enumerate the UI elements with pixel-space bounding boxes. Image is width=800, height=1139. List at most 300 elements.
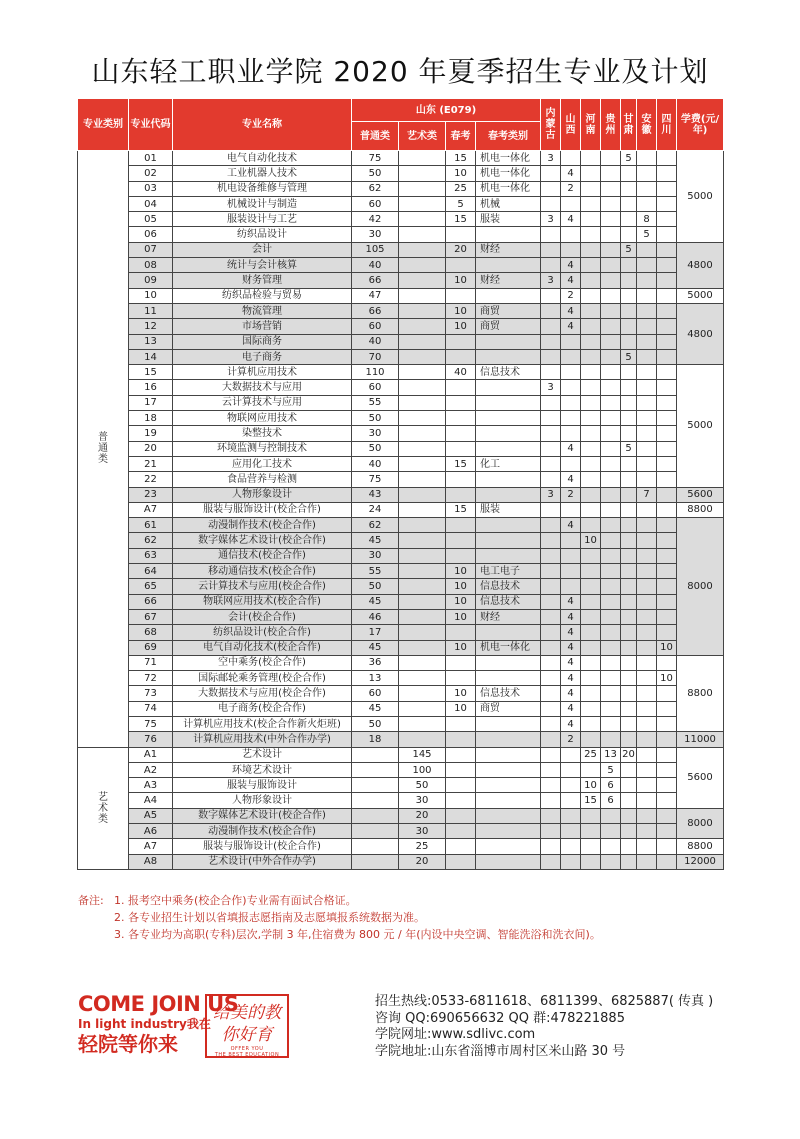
- cell-putong: 75: [352, 151, 399, 166]
- cell-sichuan: [657, 533, 677, 548]
- cell-anhui: 8: [637, 212, 657, 227]
- cell-fee: 5000: [677, 288, 724, 303]
- category-cell: 艺术类: [78, 747, 129, 869]
- cell-putong: 17: [352, 625, 399, 640]
- cell-chunkao-category: [476, 441, 541, 456]
- cell-code: 73: [129, 686, 173, 701]
- table-row: [78, 518, 724, 533]
- cell-yishu: 25: [399, 839, 446, 854]
- cell-gansu: [621, 762, 637, 777]
- cell-major-name: 工业机器人技术: [173, 166, 352, 181]
- col-name: 专业名称: [173, 99, 352, 151]
- cell-neimenggu: [541, 747, 561, 762]
- cell-guizhou: [601, 411, 621, 426]
- cell-neimenggu: [541, 365, 561, 380]
- cell-gansu: [621, 365, 637, 380]
- cell-sichuan: [657, 303, 677, 318]
- cell-shanxi: [561, 502, 581, 517]
- cell-shanxi: 4: [561, 258, 581, 273]
- cell-putong: 30: [352, 548, 399, 563]
- table-row: [78, 808, 724, 823]
- cell-fee: 5000: [677, 151, 724, 243]
- cell-anhui: [637, 533, 657, 548]
- cell-chunkao-category: [476, 732, 541, 747]
- cell-anhui: [637, 594, 657, 609]
- cell-henan: [581, 854, 601, 869]
- cell-chunkao: [446, 380, 476, 395]
- cell-chunkao-category: [476, 334, 541, 349]
- cell-yishu: [399, 579, 446, 594]
- cell-putong: 55: [352, 564, 399, 579]
- table-row: [78, 365, 724, 380]
- cell-henan: [581, 319, 601, 334]
- col-province: 山西: [561, 99, 581, 151]
- cell-henan: [581, 411, 601, 426]
- cell-code: 63: [129, 548, 173, 563]
- cell-putong: [352, 854, 399, 869]
- cell-sichuan: [657, 778, 677, 793]
- cell-code: 09: [129, 273, 173, 288]
- cell-anhui: [637, 288, 657, 303]
- cell-chunkao-category: [476, 548, 541, 563]
- cell-putong: 60: [352, 380, 399, 395]
- cell-shanxi: [561, 395, 581, 410]
- cell-gansu: [621, 548, 637, 563]
- table-row: [78, 196, 724, 211]
- cell-yishu: [399, 334, 446, 349]
- cell-neimenggu: [541, 303, 561, 318]
- cell-neimenggu: [541, 196, 561, 211]
- cell-gansu: [621, 487, 637, 502]
- cell-yishu: [399, 303, 446, 318]
- cell-yishu: [399, 548, 446, 563]
- cell-sichuan: [657, 411, 677, 426]
- cell-major-name: 数字媒体艺术设计(校企合作): [173, 533, 352, 548]
- cell-anhui: [637, 411, 657, 426]
- cell-chunkao-category: 商贸: [476, 701, 541, 716]
- cell-code: 69: [129, 640, 173, 655]
- cell-major-name: 财务管理: [173, 273, 352, 288]
- cell-sichuan: [657, 365, 677, 380]
- cell-shanxi: [561, 839, 581, 854]
- table-row: [78, 242, 724, 257]
- contact-website[interactable]: 学院网址:www.sdlivc.com: [375, 1027, 536, 1043]
- table-row: [78, 151, 724, 166]
- cell-yishu: 30: [399, 824, 446, 839]
- cell-gansu: [621, 671, 637, 686]
- cell-chunkao: [446, 487, 476, 502]
- cell-chunkao: 15: [446, 212, 476, 227]
- cell-yishu: [399, 609, 446, 624]
- table-row: [78, 579, 724, 594]
- cell-anhui: [637, 793, 657, 808]
- cell-neimenggu: [541, 808, 561, 823]
- cell-sichuan: [657, 518, 677, 533]
- cell-neimenggu: [541, 640, 561, 655]
- cell-code: 19: [129, 426, 173, 441]
- cell-sichuan: [657, 334, 677, 349]
- cell-chunkao: 10: [446, 609, 476, 624]
- cell-anhui: [637, 579, 657, 594]
- cell-major-name: 环境艺术设计: [173, 762, 352, 777]
- cell-putong: 45: [352, 533, 399, 548]
- table-row: [78, 472, 724, 487]
- cell-shanxi: 2: [561, 181, 581, 196]
- col-province: 安徽: [637, 99, 657, 151]
- cell-putong: 43: [352, 487, 399, 502]
- cell-guizhou: [601, 166, 621, 181]
- cell-anhui: [637, 151, 657, 166]
- cell-putong: 30: [352, 426, 399, 441]
- table-row: [78, 395, 724, 410]
- cell-chunkao-category: 化工: [476, 456, 541, 471]
- cell-guizhou: [601, 564, 621, 579]
- cell-shanxi: 4: [561, 640, 581, 655]
- cell-major-name: 动漫制作技术(校企合作): [173, 824, 352, 839]
- cell-gansu: [621, 778, 637, 793]
- cell-neimenggu: [541, 701, 561, 716]
- cell-anhui: [637, 502, 657, 517]
- col-chunkao: 春考: [446, 122, 476, 151]
- cell-chunkao-category: [476, 487, 541, 502]
- cell-neimenggu: [541, 716, 561, 731]
- table-row: [78, 288, 724, 303]
- cell-fee: 4800: [677, 242, 724, 288]
- cell-major-name: 染整技术: [173, 426, 352, 441]
- cell-shanxi: 4: [561, 609, 581, 624]
- cell-chunkao: [446, 824, 476, 839]
- cell-putong: 60: [352, 319, 399, 334]
- cell-shanxi: [561, 151, 581, 166]
- cell-putong: 45: [352, 640, 399, 655]
- cell-putong: [352, 762, 399, 777]
- cell-shanxi: 4: [561, 166, 581, 181]
- cell-code: 20: [129, 441, 173, 456]
- cell-guizhou: [601, 854, 621, 869]
- cell-putong: 40: [352, 334, 399, 349]
- cell-neimenggu: [541, 288, 561, 303]
- cell-shanxi: [561, 456, 581, 471]
- cell-yishu: [399, 625, 446, 640]
- cell-sichuan: [657, 472, 677, 487]
- cell-anhui: [637, 303, 657, 318]
- cell-yishu: [399, 533, 446, 548]
- table-row: [78, 747, 724, 762]
- cell-anhui: [637, 258, 657, 273]
- cell-yishu: [399, 258, 446, 273]
- cell-henan: 15: [581, 793, 601, 808]
- cell-chunkao: 20: [446, 242, 476, 257]
- cell-fee: 8800: [677, 502, 724, 517]
- cell-shanxi: [561, 854, 581, 869]
- cell-henan: [581, 518, 601, 533]
- cell-sichuan: [657, 258, 677, 273]
- cell-yishu: [399, 701, 446, 716]
- cell-fee: 8000: [677, 518, 724, 656]
- cell-chunkao: [446, 548, 476, 563]
- cell-yishu: 30: [399, 793, 446, 808]
- cell-gansu: 20: [621, 747, 637, 762]
- cell-sichuan: [657, 548, 677, 563]
- cell-chunkao: 15: [446, 502, 476, 517]
- col-code: 专业代码: [129, 99, 173, 151]
- cell-henan: [581, 502, 601, 517]
- cell-major-name: 人物形象设计: [173, 793, 352, 808]
- cell-chunkao-category: [476, 426, 541, 441]
- cell-guizhou: [601, 824, 621, 839]
- cell-gansu: [621, 288, 637, 303]
- cell-shanxi: [561, 411, 581, 426]
- cell-putong: 47: [352, 288, 399, 303]
- cell-chunkao: 15: [446, 151, 476, 166]
- cell-yishu: [399, 365, 446, 380]
- table-row: [78, 319, 724, 334]
- cell-chunkao-category: [476, 227, 541, 242]
- cell-major-name: 纺织品设计: [173, 227, 352, 242]
- table-row: [78, 533, 724, 548]
- cell-chunkao-category: [476, 395, 541, 410]
- cell-code: 02: [129, 166, 173, 181]
- cell-putong: [352, 808, 399, 823]
- seal-sub2: THE BEST EDUCATION: [214, 1052, 280, 1058]
- cell-anhui: [637, 456, 657, 471]
- cell-guizhou: [601, 671, 621, 686]
- seal-text: 给美的教 你好育: [213, 1003, 281, 1045]
- cell-chunkao: 10: [446, 640, 476, 655]
- cell-anhui: [637, 732, 657, 747]
- cell-code: 07: [129, 242, 173, 257]
- cell-gansu: [621, 686, 637, 701]
- table-row: [78, 564, 724, 579]
- cell-major-name: 环境监测与控制技术: [173, 441, 352, 456]
- cell-yishu: [399, 166, 446, 181]
- cell-sichuan: [657, 273, 677, 288]
- col-province: 河南: [581, 99, 601, 151]
- cell-anhui: [637, 166, 657, 181]
- table-row: [78, 701, 724, 716]
- cell-gansu: [621, 732, 637, 747]
- cell-sichuan: [657, 196, 677, 211]
- cell-chunkao: [446, 411, 476, 426]
- cell-yishu: [399, 640, 446, 655]
- table-row: [78, 548, 724, 563]
- cell-neimenggu: [541, 242, 561, 257]
- cell-neimenggu: [541, 609, 561, 624]
- cell-sichuan: [657, 349, 677, 364]
- cell-yishu: 100: [399, 762, 446, 777]
- cell-sichuan: [657, 151, 677, 166]
- cell-henan: [581, 548, 601, 563]
- cell-guizhou: [601, 701, 621, 716]
- cell-code: 05: [129, 212, 173, 227]
- cell-putong: 40: [352, 258, 399, 273]
- note-item: 1. 报考空中乘务(校企合作)专业需有面试合格证。: [114, 894, 357, 907]
- cell-shanxi: 4: [561, 518, 581, 533]
- cell-code: 61: [129, 518, 173, 533]
- cell-gansu: [621, 319, 637, 334]
- cell-gansu: [621, 640, 637, 655]
- cell-gansu: [621, 808, 637, 823]
- cell-gansu: [621, 609, 637, 624]
- table-row: [78, 411, 724, 426]
- cell-neimenggu: [541, 854, 561, 869]
- cell-major-name: 大数据技术与应用: [173, 380, 352, 395]
- cell-gansu: [621, 395, 637, 410]
- cell-gansu: [621, 533, 637, 548]
- cell-chunkao-category: 信息技术: [476, 594, 541, 609]
- cell-guizhou: [601, 655, 621, 670]
- cell-henan: [581, 808, 601, 823]
- cell-major-name: 云计算技术与应用: [173, 395, 352, 410]
- cell-guizhou: [601, 625, 621, 640]
- cell-neimenggu: [541, 655, 561, 670]
- cell-chunkao: 10: [446, 594, 476, 609]
- cell-putong: [352, 839, 399, 854]
- cell-code: 18: [129, 411, 173, 426]
- cell-henan: [581, 671, 601, 686]
- notes-label: 备注:: [78, 894, 104, 907]
- cell-yishu: 20: [399, 854, 446, 869]
- cell-yishu: 145: [399, 747, 446, 762]
- cell-guizhou: [601, 808, 621, 823]
- table-row: [78, 655, 724, 670]
- cell-major-name: 会计: [173, 242, 352, 257]
- cell-shanxi: [561, 227, 581, 242]
- cell-neimenggu: [541, 411, 561, 426]
- cell-putong: 50: [352, 441, 399, 456]
- cell-henan: [581, 579, 601, 594]
- cell-shanxi: [561, 747, 581, 762]
- cell-yishu: [399, 212, 446, 227]
- cell-gansu: [621, 227, 637, 242]
- cell-chunkao: [446, 349, 476, 364]
- cell-anhui: [637, 640, 657, 655]
- cell-major-name: 移动通信技术(校企合作): [173, 564, 352, 579]
- cell-anhui: [637, 380, 657, 395]
- cell-fee: 12000: [677, 854, 724, 869]
- cell-gansu: [621, 411, 637, 426]
- cell-chunkao: 15: [446, 456, 476, 471]
- cell-henan: [581, 395, 601, 410]
- cell-henan: [581, 426, 601, 441]
- col-province: 贵州: [601, 99, 621, 151]
- cell-anhui: [637, 426, 657, 441]
- cell-code: 74: [129, 701, 173, 716]
- cell-yishu: [399, 441, 446, 456]
- cell-sichuan: [657, 456, 677, 471]
- cell-guizhou: [601, 426, 621, 441]
- cell-code: 62: [129, 533, 173, 548]
- cell-gansu: [621, 854, 637, 869]
- table-row: [78, 793, 724, 808]
- cell-chunkao: [446, 288, 476, 303]
- col-category: 专业类别: [78, 99, 129, 151]
- cell-sichuan: 10: [657, 640, 677, 655]
- cell-chunkao-category: 商贸: [476, 319, 541, 334]
- cell-shanxi: 2: [561, 288, 581, 303]
- cell-code: A7: [129, 502, 173, 517]
- cell-code: 66: [129, 594, 173, 609]
- cell-major-name: 电子商务(校企合作): [173, 701, 352, 716]
- cell-gansu: [621, 579, 637, 594]
- cell-code: 22: [129, 472, 173, 487]
- cell-sichuan: [657, 212, 677, 227]
- table-row: [78, 732, 724, 747]
- cell-anhui: [637, 548, 657, 563]
- cell-gansu: [621, 212, 637, 227]
- cell-yishu: [399, 594, 446, 609]
- cell-putong: [352, 824, 399, 839]
- cell-guizhou: [601, 609, 621, 624]
- cell-putong: 50: [352, 411, 399, 426]
- cell-sichuan: [657, 655, 677, 670]
- cell-chunkao: [446, 533, 476, 548]
- cell-major-name: 市场营销: [173, 319, 352, 334]
- table-row: [78, 441, 724, 456]
- cell-putong: 60: [352, 686, 399, 701]
- cell-neimenggu: [541, 441, 561, 456]
- cell-henan: [581, 303, 601, 318]
- slogan-line2: In light industry我在: [78, 1017, 211, 1031]
- cell-major-name: 物联网应用技术: [173, 411, 352, 426]
- cell-anhui: [637, 701, 657, 716]
- cell-gansu: [621, 502, 637, 517]
- cell-gansu: [621, 793, 637, 808]
- cell-henan: [581, 380, 601, 395]
- cell-sichuan: [657, 426, 677, 441]
- cell-fee: 8000: [677, 808, 724, 839]
- cell-guizhou: [601, 227, 621, 242]
- cell-anhui: [637, 564, 657, 579]
- contact-hotline: 招生热线:0533-6811618、6811399、6825887( 传真 ): [375, 994, 714, 1009]
- cell-sichuan: [657, 732, 677, 747]
- cell-guizhou: [601, 365, 621, 380]
- cell-anhui: [637, 808, 657, 823]
- cell-chunkao: [446, 258, 476, 273]
- cell-guizhou: [601, 242, 621, 257]
- cell-chunkao: [446, 625, 476, 640]
- cell-chunkao-category: [476, 778, 541, 793]
- cell-major-name: 会计(校企合作): [173, 609, 352, 624]
- cell-henan: [581, 732, 601, 747]
- cell-code: A3: [129, 778, 173, 793]
- cell-gansu: [621, 303, 637, 318]
- cell-yishu: [399, 181, 446, 196]
- table-row: [78, 824, 724, 839]
- cell-code: 76: [129, 732, 173, 747]
- cell-guizhou: [601, 380, 621, 395]
- cell-code: 71: [129, 655, 173, 670]
- cell-anhui: [637, 334, 657, 349]
- cell-anhui: [637, 441, 657, 456]
- cell-chunkao: [446, 854, 476, 869]
- cell-yishu: 50: [399, 778, 446, 793]
- cell-code: A1: [129, 747, 173, 762]
- cell-chunkao-category: 信息技术: [476, 686, 541, 701]
- cell-fee: 8800: [677, 839, 724, 854]
- cell-chunkao: [446, 747, 476, 762]
- cell-yishu: [399, 288, 446, 303]
- table-row: [78, 686, 724, 701]
- cell-anhui: [637, 716, 657, 731]
- cell-henan: [581, 609, 601, 624]
- cell-henan: [581, 716, 601, 731]
- cell-chunkao-category: [476, 472, 541, 487]
- cell-guizhou: [601, 716, 621, 731]
- cell-code: 14: [129, 349, 173, 364]
- col-putong: 普通类: [352, 122, 399, 151]
- cell-gansu: [621, 273, 637, 288]
